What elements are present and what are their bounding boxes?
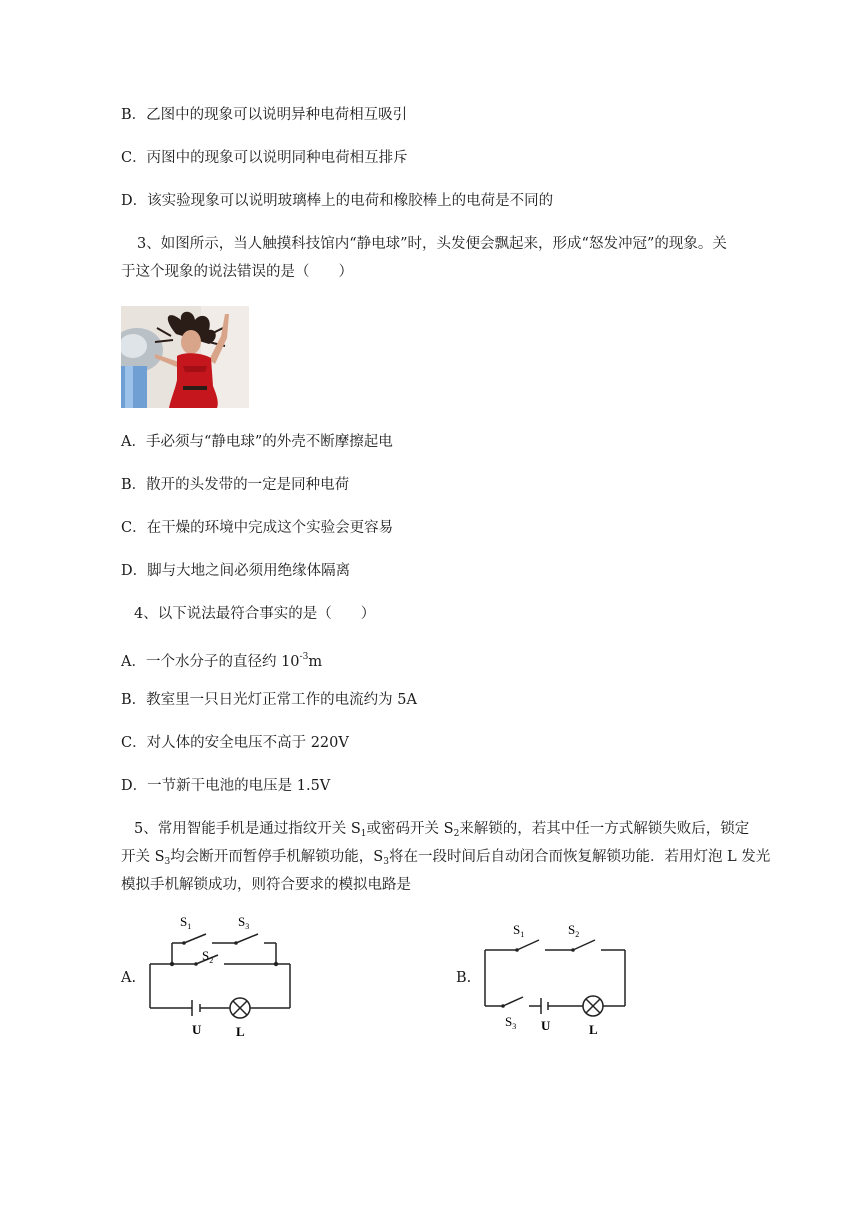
q5-stem-line3: 模拟手机解锁成功，则符合要求的模拟电路是 — [121, 877, 411, 893]
static-ball-photo — [121, 306, 249, 408]
q4-option-b: B．教室里一只日光灯正常工作的电流约为 5A — [121, 692, 417, 708]
diagram-a-lamp-label: L — [236, 1024, 245, 1038]
diagram-b-battery-label: U — [541, 1018, 551, 1033]
q2-option-b: B．乙图中的现象可以说明异种电荷相互吸引 — [121, 107, 408, 123]
diagram-a-s3-label: $S_3$ — [238, 914, 250, 931]
q3-stem-line2: 于这个现象的说法错误的是（ ） — [121, 264, 353, 280]
q4-option-c: C．对人体的安全电压不高于 220V — [121, 735, 349, 751]
q4-stem: 4、以下说法最符合事实的是（ ） — [134, 606, 376, 622]
q3-option-b: B．散开的头发带的一定是同种电荷 — [121, 477, 350, 493]
diagram-a-battery-label: U — [192, 1022, 202, 1037]
q3-stem-line1: 3、如图所示，当人触摸科技馆内“静电球”时，头发便会飘起来，形成“怒发冲冠”的现象。关 — [137, 236, 727, 252]
diagram-b-s3-label: $S_3$ — [505, 1014, 517, 1031]
circuit-diagram-b — [475, 918, 645, 1038]
diagram-b-lamp-label: L — [589, 1022, 598, 1037]
q4-option-d: D．一节新干电池的电压是 1.5V — [121, 778, 331, 794]
diagram-b-label: B. — [456, 970, 472, 986]
q3-option-d: D．脚与大地之间必须用绝缘体隔离 — [121, 563, 351, 579]
q5-stem-line1: 5、常用智能手机是通过指纹开关 $S_1$或密码开关 $S_2$来解锁的，若其中任一方式解锁失败后，锁定 — [134, 821, 750, 839]
diagram-a-s1-label: $S_1$ — [180, 914, 192, 931]
q2-option-d: D．该实验现象可以说明玻璃棒上的电荷和橡胶棒上的电荷是不同的 — [121, 193, 554, 209]
q3-option-c: C．在干燥的环境中完成这个实验会更容易 — [121, 520, 394, 536]
diagram-b-s2-label: $S_2$ — [568, 922, 580, 939]
diagram-a-s2-label: $S_2$ — [202, 948, 214, 965]
circuit-diagram-a — [140, 908, 310, 1038]
q4-option-a: A．一个水分子的直径约 $10^{-3}m$ — [121, 652, 323, 670]
q2-option-c: C．丙图中的现象可以说明同种电荷相互排斥 — [121, 150, 408, 166]
diagram-a-label: A. — [121, 970, 137, 986]
q3-option-a: A．手必须与“静电球”的外壳不断摩擦起电 — [121, 434, 393, 450]
q5-stem-line2: 开关 $S_3$均会断开而暂停手机解锁功能，$S_3$将在一段时间后自动闭合而恢复解锁功能．若用灯泡 L 发光 — [121, 849, 771, 867]
diagram-b-s1-label: $S_1$ — [513, 922, 525, 939]
